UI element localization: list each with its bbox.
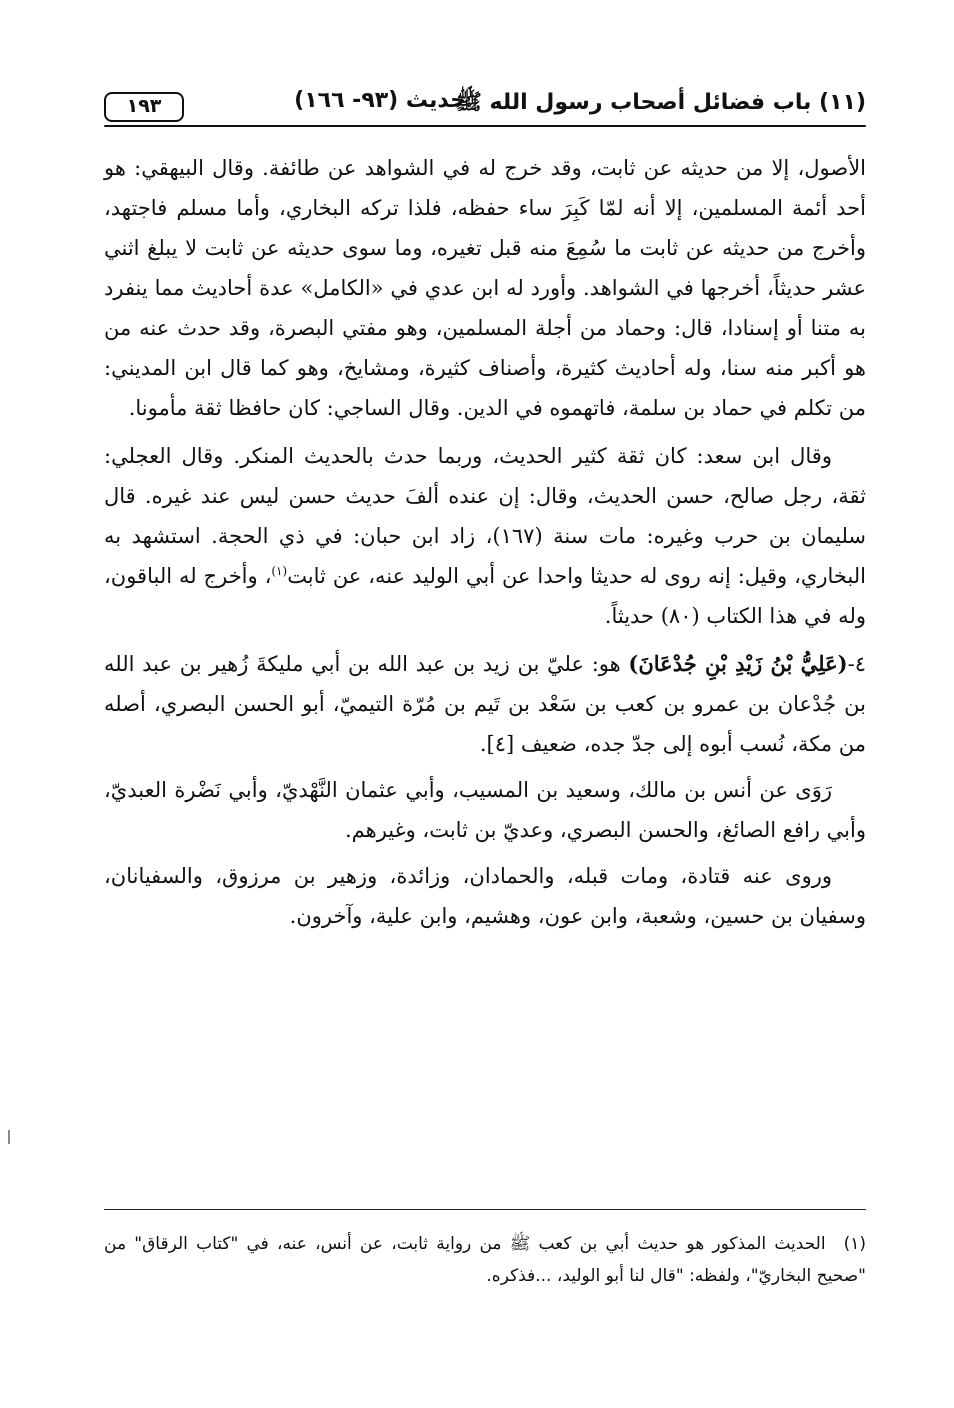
paragraph-ibn-saad (104, 436, 866, 636)
paragraph-hammad-continued: الأصول، إلا من حديثه عن ثابت، وقد خرج له في الشواهد عن طائفة. وقال البيهقي: هو أحد أئمة المسلمين، إلا أنه لمّا كَبِرَ ساء حفظه، فلذا تركه البخاري، وأما مسلم فاجتهد، وأخرج من حديثه عن ثابت ما سُمِعَ منه قبل تغيره، وما سوى حديثه عن ثابت لا يبلغ اثني عشر حديثاً، أخرجها في الشواهد. وأورد له ابن عدي في «الكامل» عدة أحاديث مما ينفرد به متنا أو إسنادا، قال: وحماد من أجلة المسلمين، وهو مفتي البصرة، وقد حدث عنه من هو أكبر منه سنا، وله أحاديث كثيرة، وأصناف كثيرة، ومشايخ، وهو كما قال ابن المديني: من تكلم في حماد بن سلمة، فاتهموه في الدين. وقال الساجي: كان حافظا ثقة مأمونا. (104, 156, 866, 420)
entry-number: ٤- (847, 652, 866, 676)
narrator-description: هو: عليّ بن زيد بن عبد الله بن أبي مليكةَ زُهير بن عبد الله بن جُدْعان بن عمرو بن كعب بن سَعْد بن تَيم بن مُرّة التيميّ، أبو الحسن البصري، أصله من مكة، نُسب أبوه إلى جدّ جده، ضعيف [٤]. (104, 652, 866, 756)
footnote-text: الحديث المذكور هو حديث أبي بن كعب ﷺ من رواية ثابت، عن أنس، عنه، في "كتاب الرقاق" من "صحيح البخاريّ"، ولفظه: "قال لنا أبو الوليد، ...فذكره. (104, 1234, 866, 1286)
paragraph-text-tail: ، وأخرج له الباقون، وله في هذا الكتاب (٨٠) حديثاً. (104, 564, 866, 628)
footnote-reference: (١) (271, 564, 288, 578)
paragraph-text: وقال ابن سعد: كان ثقة كثير الحديث، وربما حدث بالحديث المنكر. وقال العجلي: ثقة، رجل صالح، حسن الحديث، وقال: إن عنده ألفَ حديث حسن ليس عند غيره. قال سليمان بن حرب وغيره: مات سنة (١٦٧)، زاد ابن حبان: في ذي الحجة. استشهد به البخاري، وقيل: إنه روى له حديثا واحدا عن أبي الوليد عنه، عن ثابت (104, 444, 866, 588)
running-head-hadith-range: حديث (٩٣- ١٦٦) (294, 88, 466, 113)
footnotes (104, 1228, 866, 1292)
paragraph-narrator-entry-4 (104, 644, 866, 764)
paragraph-narrated-by: وروى عنه قتادة، ومات قبله، والحمادان، وزائدة، وزهير بن مرزوق، والسفيانان، وسفيان بن حسين، وشعبة، وابن عون، وهشيم، وابن علية، وآخرون. (104, 864, 866, 928)
main-text (104, 148, 866, 944)
header-rule (104, 125, 866, 127)
footnote-marker: (١) (843, 1234, 866, 1254)
narrator-name: (عَلِيُّ بْنُ زَيْدِ بْنِ جُدْعَانَ) (628, 651, 848, 676)
margin-mark (8, 1130, 10, 1144)
page-number: ١٩٣ (104, 92, 184, 122)
paragraph-narrated-from: رَوَى عن أنس بن مالك، وسعيد بن المسيب، وأبي عثمان النَّهْديّ، وأبي نَضْرة العبديّ، وأبي رافع الصائغ، والحسن البصري، وعديّ بن ثابت، وغيرهم. (104, 778, 866, 842)
page-header (104, 84, 866, 124)
footnote (104, 1228, 866, 1292)
footnote-separator (104, 1209, 866, 1210)
running-head-chapter-title: (١١) باب فضائل أصحاب رسول الله ﷺ (455, 90, 866, 115)
